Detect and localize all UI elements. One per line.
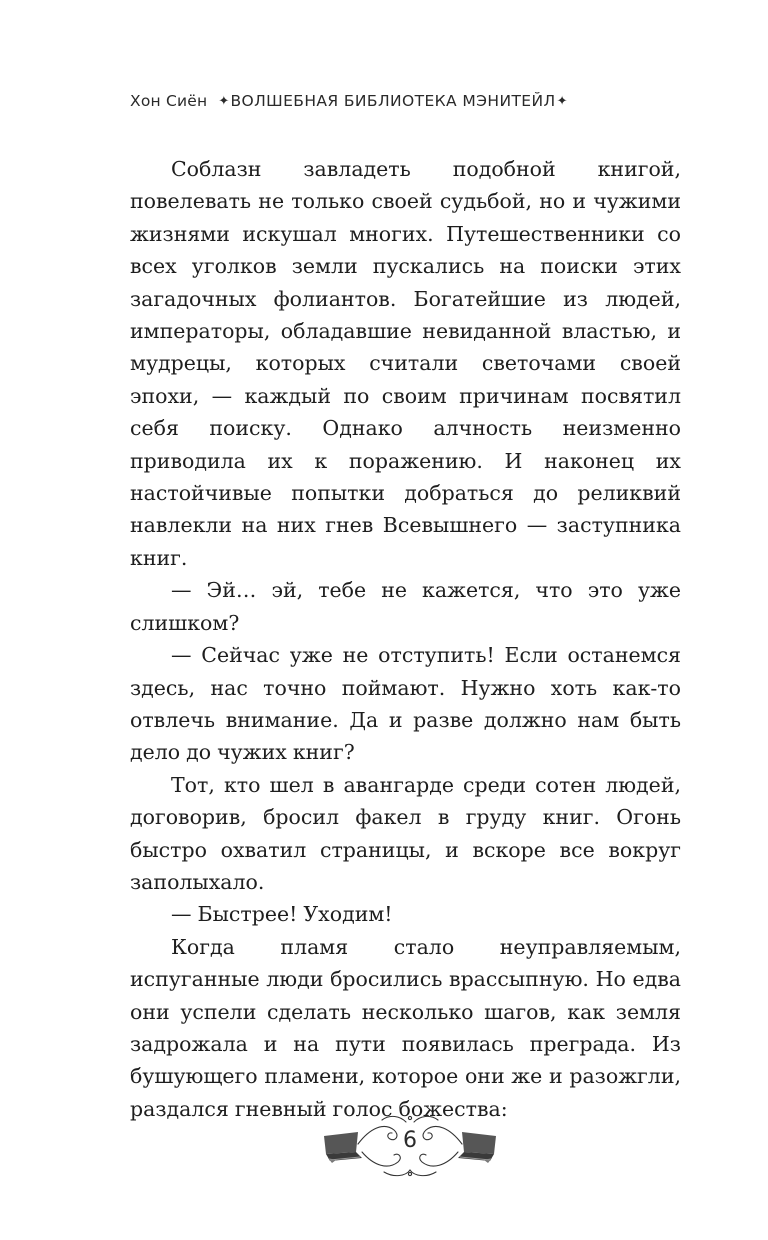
paragraph: — Быстрее! Уходим! [171,902,393,927]
header-author: Хон Сиён [130,92,208,110]
paragraph: Соблазн завладеть подобной книгой, повелевать не только своей судьбой, но и чужими жизнями искушал многих. Путешественники со всех уголков земли пускались на поиски этих загадочных фолиантов. Богатейшие из людей, императоры, обладавшие невиданной властью, и мудрецы, которых считали светочами своей эпохи, — каждый по своим причинам посвятил себя поиску. Однако алчность неизменно приводила их к поражению. И наконец их настойчивые попытки добраться до реликвий навлекли на них гнев Всевышнего — заступника книг. [130,157,681,570]
header-star-left-icon: ✦ [218,93,230,109]
running-header [130,89,650,113]
body-text [130,153,681,1125]
page-number: 6 [403,1128,417,1153]
paragraph: Тот, кто шел в авангарде среди сотен людей, договорив, бросил факел в груду книг. Огонь быстро охватил страницы, и вскоре все вокруг заполыхало. [130,772,681,894]
header-star-right-icon: ✦ [556,93,568,109]
paragraph: Когда пламя стало неуправляемым, испуганные люди бросились врассыпную. Но едва они успели сделать несколько шагов, как земля задрожала и на пути появилась преграда. Из бушующего пламени, которое они же и разожгли, раздался гневный голос божества: [130,934,681,1121]
header-book-title: ВОЛШЕБНАЯ БИБЛИОТЕКА МЭНИТЕЙЛ [230,92,556,110]
paragraph: — Эй… эй, тебе не кажется, что это уже слишком? [130,578,681,635]
page-folio [322,1108,498,1180]
paragraph: — Сейчас уже не отступить! Если останемся здесь, нас точно поймают. Нужно хоть как-то отвлечь внимание. Да и разве должно нам быть дело до чужих книг? [130,643,681,765]
